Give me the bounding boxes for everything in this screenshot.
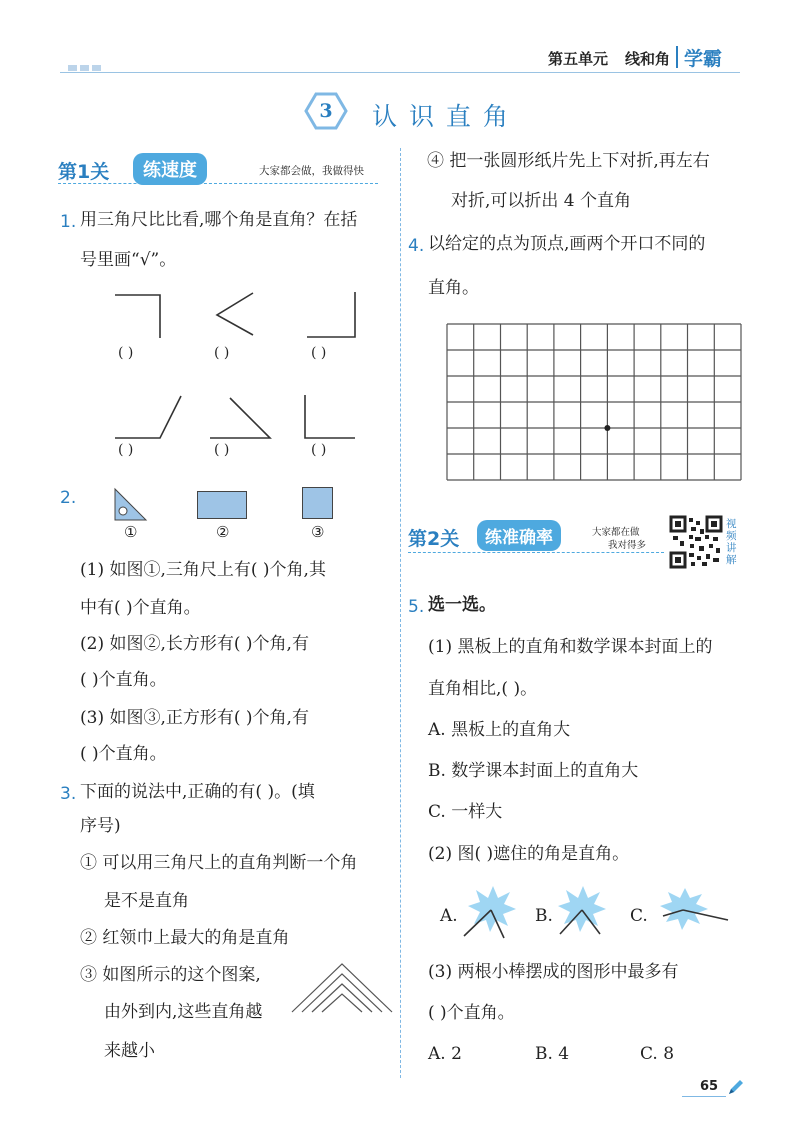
q1-blank-3[interactable]: ( ): [311, 345, 327, 361]
starburst-c: [660, 888, 708, 930]
q5-part1-option-b[interactable]: B. 数学课本封面上的直角大: [428, 761, 639, 781]
header-unit: 第五单元: [548, 50, 609, 68]
header-divider: [676, 46, 678, 68]
q1-blank-6[interactable]: ( ): [311, 442, 327, 458]
q5-part3-option-b[interactable]: B. 4: [535, 1044, 570, 1064]
q3-statement-3-line1: ③ 如图所示的这个图案,: [80, 965, 261, 985]
q1-text-line1: 用三角尺比比看,哪个角是直角？在括: [80, 210, 358, 230]
section1-underline: [58, 183, 378, 184]
q2-part1-line2: 中有( )个直角。: [80, 598, 201, 618]
q4-text-line2: 直角。: [428, 278, 479, 298]
q5-part2-option-c[interactable]: C.: [630, 906, 648, 926]
q1-blank-2[interactable]: ( ): [214, 345, 230, 361]
square-shape: [302, 487, 333, 519]
q5-part3-line2: ( )个直角。: [428, 1003, 515, 1023]
section2-badge: 练准确率: [477, 520, 561, 551]
q5-number: 5.: [408, 597, 425, 617]
section1-label: 第1关: [58, 161, 110, 183]
q4-number: 4.: [408, 236, 425, 256]
q5-part3-option-c[interactable]: C. 8: [640, 1044, 675, 1064]
q5-hidden-angles-figure: [458, 884, 738, 944]
q1-number: 1.: [60, 212, 77, 232]
q3-text-line1: 下面的说法中,正确的有( )。(填: [80, 782, 315, 802]
lesson-number: 3: [319, 100, 333, 122]
q2-part2-line1: (2) 如图②,长方形有( )个角,有: [80, 634, 309, 654]
angle-1: [115, 295, 160, 338]
section2-label: 第2关: [408, 528, 460, 550]
nested-right-angles-figure: [290, 962, 394, 1014]
q2-part3-line2: ( )个直角。: [80, 744, 167, 764]
angle-6: [305, 395, 355, 438]
q1-blank-1[interactable]: ( ): [118, 345, 134, 361]
q2-shape-label-1: ①: [124, 523, 138, 541]
q3-statement-3-line3: 来越小: [104, 1041, 155, 1061]
section2-slogan-line1: 大家都在做: [592, 527, 640, 538]
starburst-b: [558, 886, 606, 932]
q1-angles-figure: [105, 290, 365, 450]
q3-text-line2: 序号): [80, 816, 121, 836]
q5-title: 选一选。: [428, 595, 496, 615]
q2-part1-line1: (1) 如图①,三角尺上有( )个角,其: [80, 560, 326, 580]
q3-statement-4-line2: 对折,可以折出 4 个直角: [451, 191, 632, 211]
q5-part2-option-a[interactable]: A.: [440, 906, 458, 926]
q3-number: 3.: [60, 784, 77, 804]
pencil-icon: [727, 1078, 745, 1096]
qr-code-icon[interactable]: [669, 515, 723, 569]
q3-statement-3-line2: 由外到内,这些直角越: [104, 1002, 263, 1022]
section1-slogan: 大家都会做，我做得快: [259, 165, 364, 177]
footer-rule: [682, 1096, 726, 1097]
angle-5: [210, 398, 270, 438]
angle-3: [307, 292, 355, 337]
lesson-number-badge: [304, 92, 348, 130]
q5-part2-option-b[interactable]: B.: [535, 906, 553, 926]
header-topic: 线和角: [625, 50, 671, 68]
q1-text-line2: 号里画“√”。: [80, 250, 177, 270]
q5-part1-option-a[interactable]: A. 黑板上的直角大: [428, 720, 571, 740]
page-number: 65: [700, 1079, 719, 1094]
q2-part2-line2: ( )个直角。: [80, 670, 167, 690]
q1-blank-5[interactable]: ( ): [214, 442, 230, 458]
q1-blank-4[interactable]: ( ): [118, 442, 134, 458]
q3-statement-1-line2: 是不是直角: [104, 891, 189, 911]
angle-4: [115, 396, 181, 438]
q4-text-line1: 以给定的点为顶点,画两个开口不同的: [428, 234, 706, 254]
q3-statement-4-line1: ④ 把一张圆形纸片先上下对折,再左右: [427, 151, 710, 171]
q5-part3-option-a[interactable]: A. 2: [428, 1044, 462, 1064]
rectangle-shape: [197, 491, 247, 519]
qr-caption: 视频讲解: [726, 518, 737, 566]
q5-part1-option-c[interactable]: C. 一样大: [428, 802, 503, 822]
section1-badge: 练速度: [133, 153, 207, 185]
q2-shape-label-2: ②: [216, 523, 230, 541]
q5-part2-text: (2) 图( )遮住的角是直角。: [428, 844, 630, 864]
q5-part1-line2: 直角相比,( )。: [428, 679, 538, 699]
section2-underline: [408, 552, 664, 553]
vertex-point: [604, 425, 610, 431]
q2-shape-label-3: ③: [311, 523, 325, 541]
q2-part3-line1: (3) 如图③,正方形有( )个角,有: [80, 708, 309, 728]
page-title: 认 识 直 角: [372, 102, 510, 131]
brand-logo: 学霸: [684, 48, 723, 70]
q3-statement-2: ② 红领巾上最大的角是直角: [80, 928, 290, 948]
q5-part3-line1: (3) 两根小棒摆成的图形中最多有: [428, 962, 679, 982]
angle-2: [217, 293, 253, 335]
column-divider: [400, 148, 401, 1078]
triangle-ruler-shape: [113, 487, 149, 523]
q5-part1-line1: (1) 黑板上的直角和数学课本封面上的: [428, 637, 713, 657]
q3-statement-1-line1: ① 可以用三角尺上的直角判断一个角: [80, 853, 358, 873]
header-rule: [60, 72, 740, 73]
q2-number: 2.: [60, 488, 77, 508]
q4-drawing-grid[interactable]: [445, 322, 745, 484]
section2-slogan-line2: 我对得多: [608, 540, 647, 551]
